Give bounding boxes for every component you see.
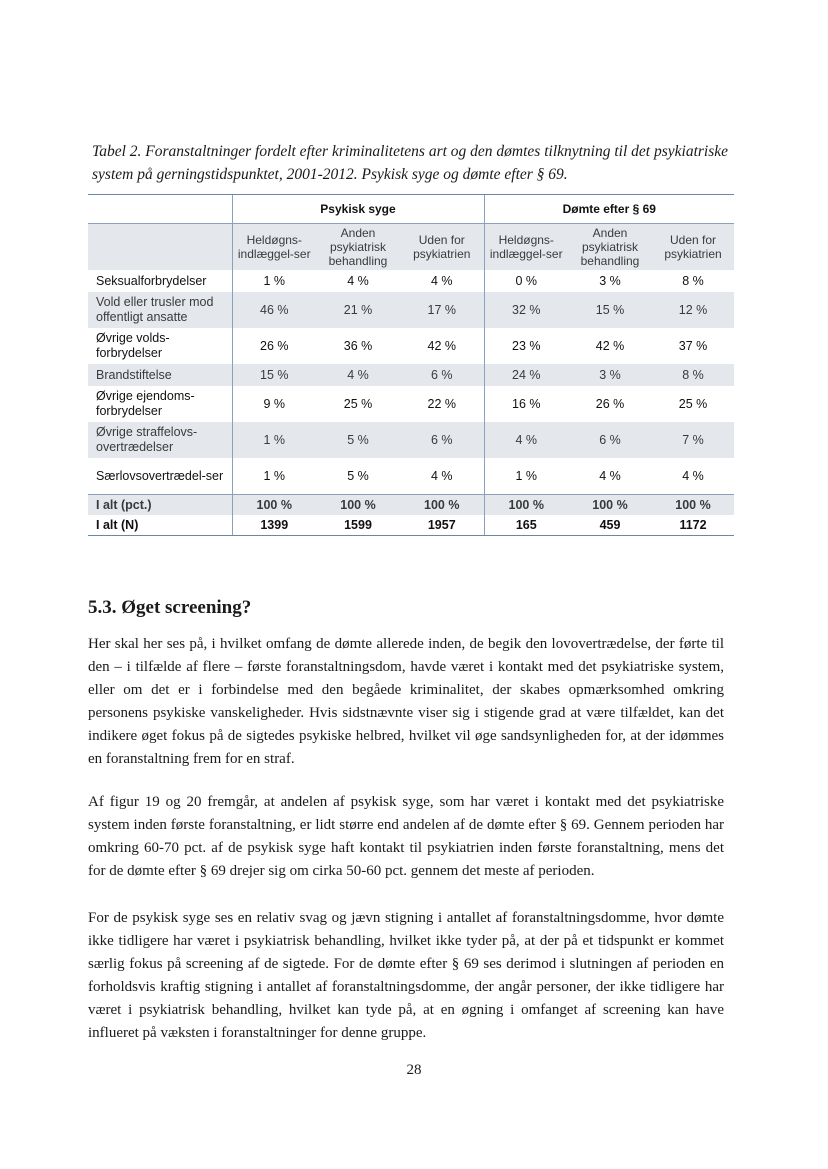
table-cell: 25 % xyxy=(678,397,708,411)
table-cell: 4 % xyxy=(430,469,453,483)
row-label: Vold eller trusler mod offentligt ansatte xyxy=(88,292,232,328)
table-cell: 5 % xyxy=(347,469,369,483)
table-cell: 25 % xyxy=(343,397,373,411)
table-cell: 8 % xyxy=(652,364,734,386)
table-cell: 12 % xyxy=(652,292,734,328)
data-table xyxy=(88,194,734,536)
column-header: Anden psykiatrisk behandling xyxy=(568,224,652,271)
row-label: Øvrige ejendoms-forbrydelser xyxy=(96,389,195,418)
table-cell: 1 % xyxy=(232,458,316,495)
table-cell: 36 % xyxy=(343,339,373,353)
table-cell: 42 % xyxy=(427,339,456,353)
row-label: I alt (N) xyxy=(88,515,232,536)
table-cell: 4 % xyxy=(599,469,621,483)
row-label: Seksualforbrydelser xyxy=(96,273,207,288)
table-cell: 46 % xyxy=(232,292,316,328)
table-cell: 6 % xyxy=(568,422,652,458)
table-caption: Tabel 2. Foranstaltninger fordelt efter kriminalitetens art og den dømtes tilknytning til det psykiatriske system på gerningstidspunktet, 2001-2012. Psykisk syge og dømte efter § 69. xyxy=(92,143,729,183)
table-cell: 26 % xyxy=(595,397,625,411)
table-cell: 3 % xyxy=(599,274,621,288)
row-label: I alt (pct.) xyxy=(88,495,232,516)
table-cell: 1 % xyxy=(484,458,568,495)
table-cell: 100 % xyxy=(232,495,316,516)
table-row xyxy=(88,458,734,495)
table-cell: 1599 xyxy=(316,515,400,536)
total-row xyxy=(88,495,734,516)
table-cell: 6 % xyxy=(400,422,484,458)
table-cell: 42 % xyxy=(595,339,625,353)
table-cell: 4 % xyxy=(316,364,400,386)
table-cell: 1399 xyxy=(232,515,316,536)
table-cell: 1172 xyxy=(652,515,734,536)
table-cell: 100 % xyxy=(568,495,652,516)
page-number: 28 xyxy=(406,1062,422,1078)
table-cell: 100 % xyxy=(484,495,568,516)
table-row xyxy=(88,422,734,458)
body-paragraph: Her skal her ses på, i hvilket omfang de dømte allerede inden, de begik den lovovertrædelse, der førte til den – i tilfælde af flere – første foranstaltningsdom, havde været i kontakt med det psykiatriske system, eller om det er i forbindelse med den begåede kriminalitet, der skabes opmærksomhed omkring personens psykiske vanskeligheder. Hvis sidstnævnte viser sig i stigende grad at være tilfældet, kan det indikere øget fokus på de sigtedes psykiske helbred, hvilket vil øge sandsynligheden for, at der idømmes en foranstaltning frem for en straf. xyxy=(88,636,724,767)
group-header: Psykisk syge xyxy=(232,195,484,224)
body-paragraph: For de psykisk syge ses en relativ svag og jævn stigning i antallet af foranstaltningsdomme, hvor dømte ikke tidligere har været i psykiatrisk behandling, hvilket ikke tyder på, at der på et tidspunkt er kommet særlig fokus på screening af de sigtede. For de dømte efter § 69 ses derimod i slutningen af perioden en forholdsvis kraftig stigning i antallet af foranstaltningsdomme, der angår personer, der ikke tidligere har været i psykiatrisk behandling, hvilket kan tyde på, at en øgning i omfanget af screening kan have influeret på væksten i foranstaltninger for denne gruppe. xyxy=(88,910,724,1041)
table-cell: 22 % xyxy=(427,397,456,411)
table-row xyxy=(88,386,734,422)
table-cell: 7 % xyxy=(652,422,734,458)
table-cell: 0 % xyxy=(484,270,568,292)
total-row xyxy=(88,515,734,536)
table-cell: 17 % xyxy=(400,292,484,328)
row-label: Særlovsovertrædel-ser xyxy=(96,468,224,483)
group-header: Dømte efter § 69 xyxy=(484,195,734,224)
table-cell: 100 % xyxy=(316,495,400,516)
column-header: Anden psykiatrisk behandling xyxy=(316,224,400,271)
table-cell: 24 % xyxy=(484,364,568,386)
table-cell: 1 % xyxy=(232,422,316,458)
table-cell: 32 % xyxy=(484,292,568,328)
table-cell: 459 xyxy=(568,515,652,536)
table-cell: 16 % xyxy=(484,386,568,422)
column-header: Uden for psykiatrien xyxy=(652,224,734,271)
table-cell: 23 % xyxy=(484,328,568,364)
row-label: Øvrige volds-forbrydelser xyxy=(96,331,170,360)
table-cell: 5 % xyxy=(316,422,400,458)
table-cell: 100 % xyxy=(652,495,734,516)
group-header-row xyxy=(88,195,734,224)
body-paragraph: Af figur 19 og 20 fremgår, at andelen af psykisk syge, som har været i kontakt med det psykiatriske system inden første foranstaltning, er lidt større end andelen af de dømte efter § 69. Gennem perioden har omkring 60-70 pct. af de psykisk syge haft kontakt til psykiatrien inden første foranstaltning, mens det for de dømte efter § 69 drejer sig om cirka 50-60 pct. gennem det meste af perioden. xyxy=(88,794,724,879)
table-cell: 4 % xyxy=(430,274,453,288)
table-cell: 26 % xyxy=(232,328,316,364)
column-header: Heldøgns-indlæggel-ser xyxy=(232,224,316,271)
empty-corner xyxy=(88,224,232,271)
table-row xyxy=(88,270,734,292)
table-cell: 4 % xyxy=(347,274,369,288)
table-cell: 1 % xyxy=(232,270,316,292)
table-row xyxy=(88,328,734,364)
table-cell: 21 % xyxy=(316,292,400,328)
column-header: Uden for psykiatrien xyxy=(400,224,484,271)
table-cell: 1957 xyxy=(400,515,484,536)
table-row xyxy=(88,292,734,328)
column-header: Heldøgns-indlæggel-ser xyxy=(484,224,568,271)
table-cell: 8 % xyxy=(682,274,704,288)
table-cell: 15 % xyxy=(568,292,652,328)
subheader-row xyxy=(88,224,734,271)
table-cell: 100 % xyxy=(400,495,484,516)
table-cell: 4 % xyxy=(484,422,568,458)
table-cell: 15 % xyxy=(232,364,316,386)
table-cell: 4 % xyxy=(682,469,704,483)
section-heading: 5.3. Øget screening? xyxy=(88,597,252,618)
empty-corner xyxy=(88,195,232,224)
table-cell: 9 % xyxy=(232,386,316,422)
table-cell: 6 % xyxy=(400,364,484,386)
row-label: Brandstiftelse xyxy=(88,364,232,386)
table-row xyxy=(88,364,734,386)
row-label: Øvrige straffelovs-overtrædelser xyxy=(88,422,232,458)
table-cell: 165 xyxy=(484,515,568,536)
table-cell: 3 % xyxy=(568,364,652,386)
table-cell: 37 % xyxy=(678,339,708,353)
